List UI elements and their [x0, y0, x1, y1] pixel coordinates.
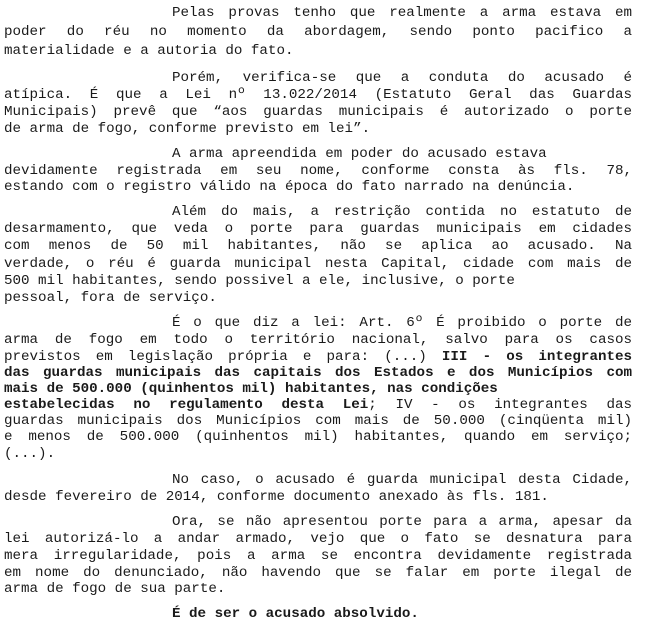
text-segment: previstos em legislação própria e para: (...)	[4, 349, 442, 365]
text-line	[4, 256, 632, 272]
text-segment: (...).	[4, 446, 56, 462]
bold-text-segment: É de ser o acusado absolvido.	[172, 606, 419, 622]
text-line	[4, 332, 632, 348]
text-line	[4, 163, 632, 179]
text-line	[172, 472, 632, 488]
text-line	[4, 581, 225, 597]
text-line	[172, 204, 632, 220]
text-segment: É o que diz a lei: Art. 6º É proibido o porte de	[172, 315, 632, 331]
text-line	[4, 548, 632, 564]
text-segment: desarmamento, que veda o porte para guardas municipais em cidades	[4, 221, 632, 237]
text-line	[4, 531, 632, 547]
text-line	[4, 87, 632, 103]
text-line	[4, 365, 632, 381]
text-line	[4, 273, 515, 289]
bold-text-segment: mais de 500.000 (quinhentos mil) habitantes, nas condições	[4, 381, 498, 397]
bold-text-segment: das guardas municipais das capitais dos Estados e dos Municípios com	[4, 365, 632, 381]
text-segment: desde fevereiro de 2014, conforme documento anexado às fls. 181.	[4, 489, 549, 505]
text-segment: arma de fogo em todo o território nacional, salvo para os casos	[4, 332, 632, 348]
text-line	[4, 446, 55, 462]
text-segment: Além do mais, a restrição contida no estatuto de	[172, 204, 632, 220]
text-line	[4, 429, 632, 445]
text-segment: e menos de 500.000 (quinhentos mil) habitantes, quando em serviço;	[4, 429, 632, 445]
text-segment: ; IV - os integrantes das	[368, 397, 632, 413]
text-line	[172, 315, 632, 331]
text-segment: com menos de 50 mil habitantes, não se aplica ao acusado. Na	[4, 238, 632, 254]
text-segment: Municipais) prevê que “aos guardas municipais é autorizado o porte	[4, 104, 632, 120]
text-segment: Porém, verifica-se que a conduta do acusado é	[172, 70, 632, 86]
text-segment: No caso, o acusado é guarda municipal desta Cidade,	[172, 472, 632, 488]
text-segment: guardas municipais dos Municípios com mais de 50.000 (cinqüenta mil)	[4, 413, 632, 429]
text-line	[4, 349, 632, 365]
text-line	[4, 221, 632, 237]
text-segment: de arma de fogo, conforme previsto em lei”.	[4, 121, 371, 137]
text-segment: pessoal, fora de serviço.	[4, 290, 217, 306]
text-line	[172, 5, 632, 21]
text-segment: Ora, se não apresentou porte para a arma, apesar da	[172, 514, 632, 530]
text-line	[4, 104, 632, 120]
text-line	[4, 121, 370, 137]
text-line	[4, 290, 217, 306]
text-line	[4, 413, 632, 429]
text-segment: materialidade e a autoria do fato.	[4, 43, 294, 59]
text-line	[4, 381, 498, 397]
text-line	[4, 43, 293, 59]
text-line	[172, 70, 632, 86]
text-segment: poder do réu no momento da abordagem, sendo ponto pacifico a	[4, 24, 632, 40]
text-segment: mera irregularidade, pois a arma se encontra devidamente registrada	[4, 548, 632, 564]
text-segment: lei autorizá-lo a andar armado, vejo que o fato se desnatura para	[4, 531, 632, 547]
bold-text-segment: estabelecidas no regulamento desta Lei	[4, 397, 369, 413]
text-segment: Pelas provas tenho que realmente a arma estava em	[172, 5, 632, 21]
text-segment: atípica. É que a Lei nº 13.022/2014 (Estatuto Geral das Guardas	[4, 87, 632, 103]
text-segment: 500 mil habitantes, sendo possivel a ele, inclusive, o porte	[4, 273, 515, 289]
text-segment: em nome do denunciado, não havendo que se falar em porte ilegal de	[4, 565, 632, 581]
text-line	[4, 179, 574, 195]
text-segment: verdade, o réu é guarda municipal nesta Capital, cidade com mais de	[4, 256, 632, 272]
text-line	[172, 514, 632, 530]
bold-text-segment: III - os integrantes	[441, 349, 633, 365]
text-segment: arma de fogo de sua parte.	[4, 581, 226, 597]
text-segment: estando com o registro válido na época do fato narrado na denúncia.	[4, 179, 575, 195]
text-segment: A arma apreendida em poder do acusado estava	[172, 146, 547, 162]
text-segment: devidamente registrada em seu nome, conforme consta às fls. 78,	[4, 163, 632, 179]
text-line	[4, 489, 549, 505]
text-line	[172, 606, 419, 622]
text-line	[4, 397, 632, 413]
text-line	[4, 238, 632, 254]
text-line	[172, 146, 547, 162]
text-line	[4, 24, 632, 40]
text-line	[4, 565, 632, 581]
